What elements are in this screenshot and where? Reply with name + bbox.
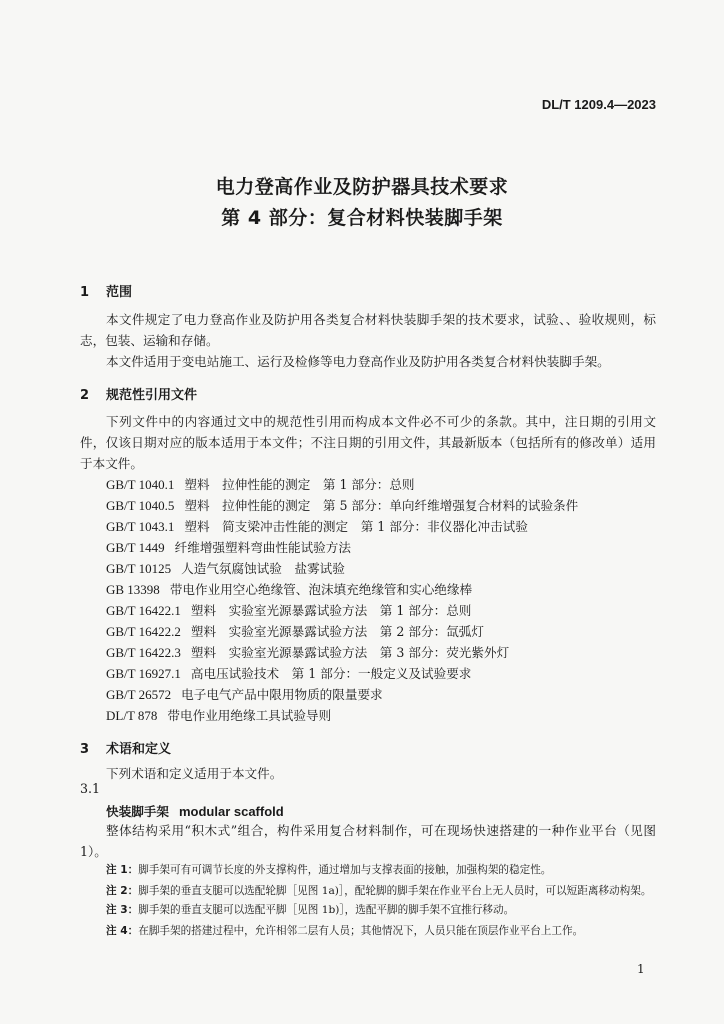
section-title: 规范性引用文件 (106, 388, 198, 403)
reference-code: GB/T 1040.5 (106, 498, 175, 513)
reference-title: 塑料 实验室光源暴露试验方法 第 1 部分：总则 (190, 603, 472, 618)
note-label: 注 1： (106, 864, 139, 876)
reference-code: GB/T 16422.1 (106, 603, 181, 618)
term-definition: 整体结构采用“积木式”组合，构件采用复合材料制作，可在现场快速搭建的一种作业平台（见图 1）。 (80, 823, 656, 859)
scope-paragraph-1: 本文件规定了电力登高作业及防护用各类复合材料快装脚手架的技术要求，试验、、验收规则，标志，包装、运输和存储。 (80, 312, 656, 348)
section-number: 3 (80, 742, 90, 757)
standard-number: DL/T 1209.4—2023 (541, 97, 656, 112)
reference-item (106, 642, 509, 661)
reference-code: GB/T 1449 (106, 540, 165, 555)
note-text: 在脚手架的搭建过程中，允许相邻二层有人员；其他情况下，人员只能在顶层作业平台上工作。 (138, 925, 584, 937)
note-label: 注 3： (106, 904, 139, 916)
note-item (106, 923, 662, 938)
page-number: 1 (637, 962, 645, 976)
reference-item (106, 474, 415, 493)
reference-item (106, 579, 472, 598)
reference-item (106, 516, 528, 535)
term-heading (106, 801, 284, 820)
reference-item (106, 663, 471, 682)
reference-item (106, 537, 351, 556)
scope-paragraph-2: 本文件适用于变电站施工、运行及检修等电力登高作业及防护用各类复合材料快装脚手架。 (106, 354, 610, 369)
document-title-line1: 电力登高作业及防护器具技术要求 (215, 176, 509, 198)
section-title: 范围 (106, 285, 133, 300)
reference-code: GB/T 16422.3 (106, 645, 181, 660)
section-heading-terms (80, 738, 171, 757)
reference-code: GB/T 16927.1 (106, 666, 181, 681)
reference-item (106, 600, 471, 619)
term-chinese: 快装脚手架 (106, 804, 169, 819)
reference-code: GB/T 1043.1 (106, 519, 175, 534)
reference-item (106, 558, 345, 577)
reference-code: GB 13398 (106, 582, 160, 597)
note-text: 脚手架可有可调节长度的外支撑构件，通过增加与支撑表面的接触，加强构架的稳定性。 (138, 864, 552, 876)
note-label: 注 2： (106, 885, 139, 897)
reference-title: 高电压试验技术 第 1 部分：一般定义及试验要求 (190, 666, 472, 681)
reference-title: 带电作业用空心绝缘管、泡沫填充绝缘管和实心绝缘棒 (169, 582, 473, 597)
section-number: 2 (80, 388, 90, 403)
section-heading-references (80, 384, 197, 403)
document-title-line2: 第 4 部分：复合材料快装脚手架 (221, 207, 503, 229)
note-item (106, 902, 662, 917)
reference-title: 带电作业用绝缘工具试验导则 (167, 708, 332, 723)
section-title: 术语和定义 (106, 742, 172, 757)
reference-title: 塑料 简支梁冲击性能的测定 第 1 部分：非仪器化冲击试验 (184, 519, 528, 534)
note-text: 脚手架的垂直支腿可以选配平脚［见图 1b)］，选配平脚的脚手架不宜推行移动。 (138, 904, 515, 916)
reference-title: 塑料 实验室光源暴露试验方法 第 3 部分：荧光紫外灯 (190, 645, 510, 660)
reference-item (106, 684, 383, 703)
reference-title: 塑料 拉伸性能的测定 第 1 部分：总则 (184, 477, 415, 492)
references-intro: 下列文件中的内容通过文中的规范性引用而构成本文件必不可少的条款。其中，注日期的引用文件，仅该日期对应的版本适用于本文件；不注日期的引用文件，其最新版本（包括所有的修改单）适用于本文件。 (80, 414, 656, 471)
reference-title: 人造气氛腐蚀试验 盐雾试验 (181, 561, 345, 576)
reference-code: DL/T 878 (106, 708, 158, 723)
note-text: 脚手架的垂直支腿可以选配轮脚［见图 1a)］，配轮脚的脚手架在作业平台上无人员时，可以短距离移动构架。 (138, 885, 652, 897)
reference-code: GB/T 16422.2 (106, 624, 181, 639)
reference-item (106, 495, 578, 514)
reference-code: GB/T 1040.1 (106, 477, 175, 492)
reference-title: 纤维增强塑料弯曲性能试验方法 (174, 540, 351, 555)
reference-title: 塑料 拉伸性能的测定 第 5 部分：单向纤维增强复合材料的试验条件 (184, 498, 579, 513)
note-label: 注 4： (106, 925, 139, 937)
term-english: modular scaffold (178, 804, 284, 819)
reference-item (106, 705, 331, 724)
section-number: 1 (80, 285, 90, 300)
reference-title: 塑料 实验室光源暴露试验方法 第 2 部分：氙弧灯 (190, 624, 484, 639)
reference-title: 电子电气产品中限用物质的限量要求 (181, 687, 383, 702)
section-heading-scope (80, 281, 132, 300)
term-number: 3.1 (80, 781, 101, 796)
reference-item (106, 621, 484, 640)
note-item (106, 862, 662, 877)
reference-code: GB/T 10125 (106, 561, 172, 576)
note-item (106, 883, 662, 898)
terms-intro: 下列术语和定义适用于本文件。 (106, 766, 283, 781)
reference-code: GB/T 26572 (106, 687, 172, 702)
